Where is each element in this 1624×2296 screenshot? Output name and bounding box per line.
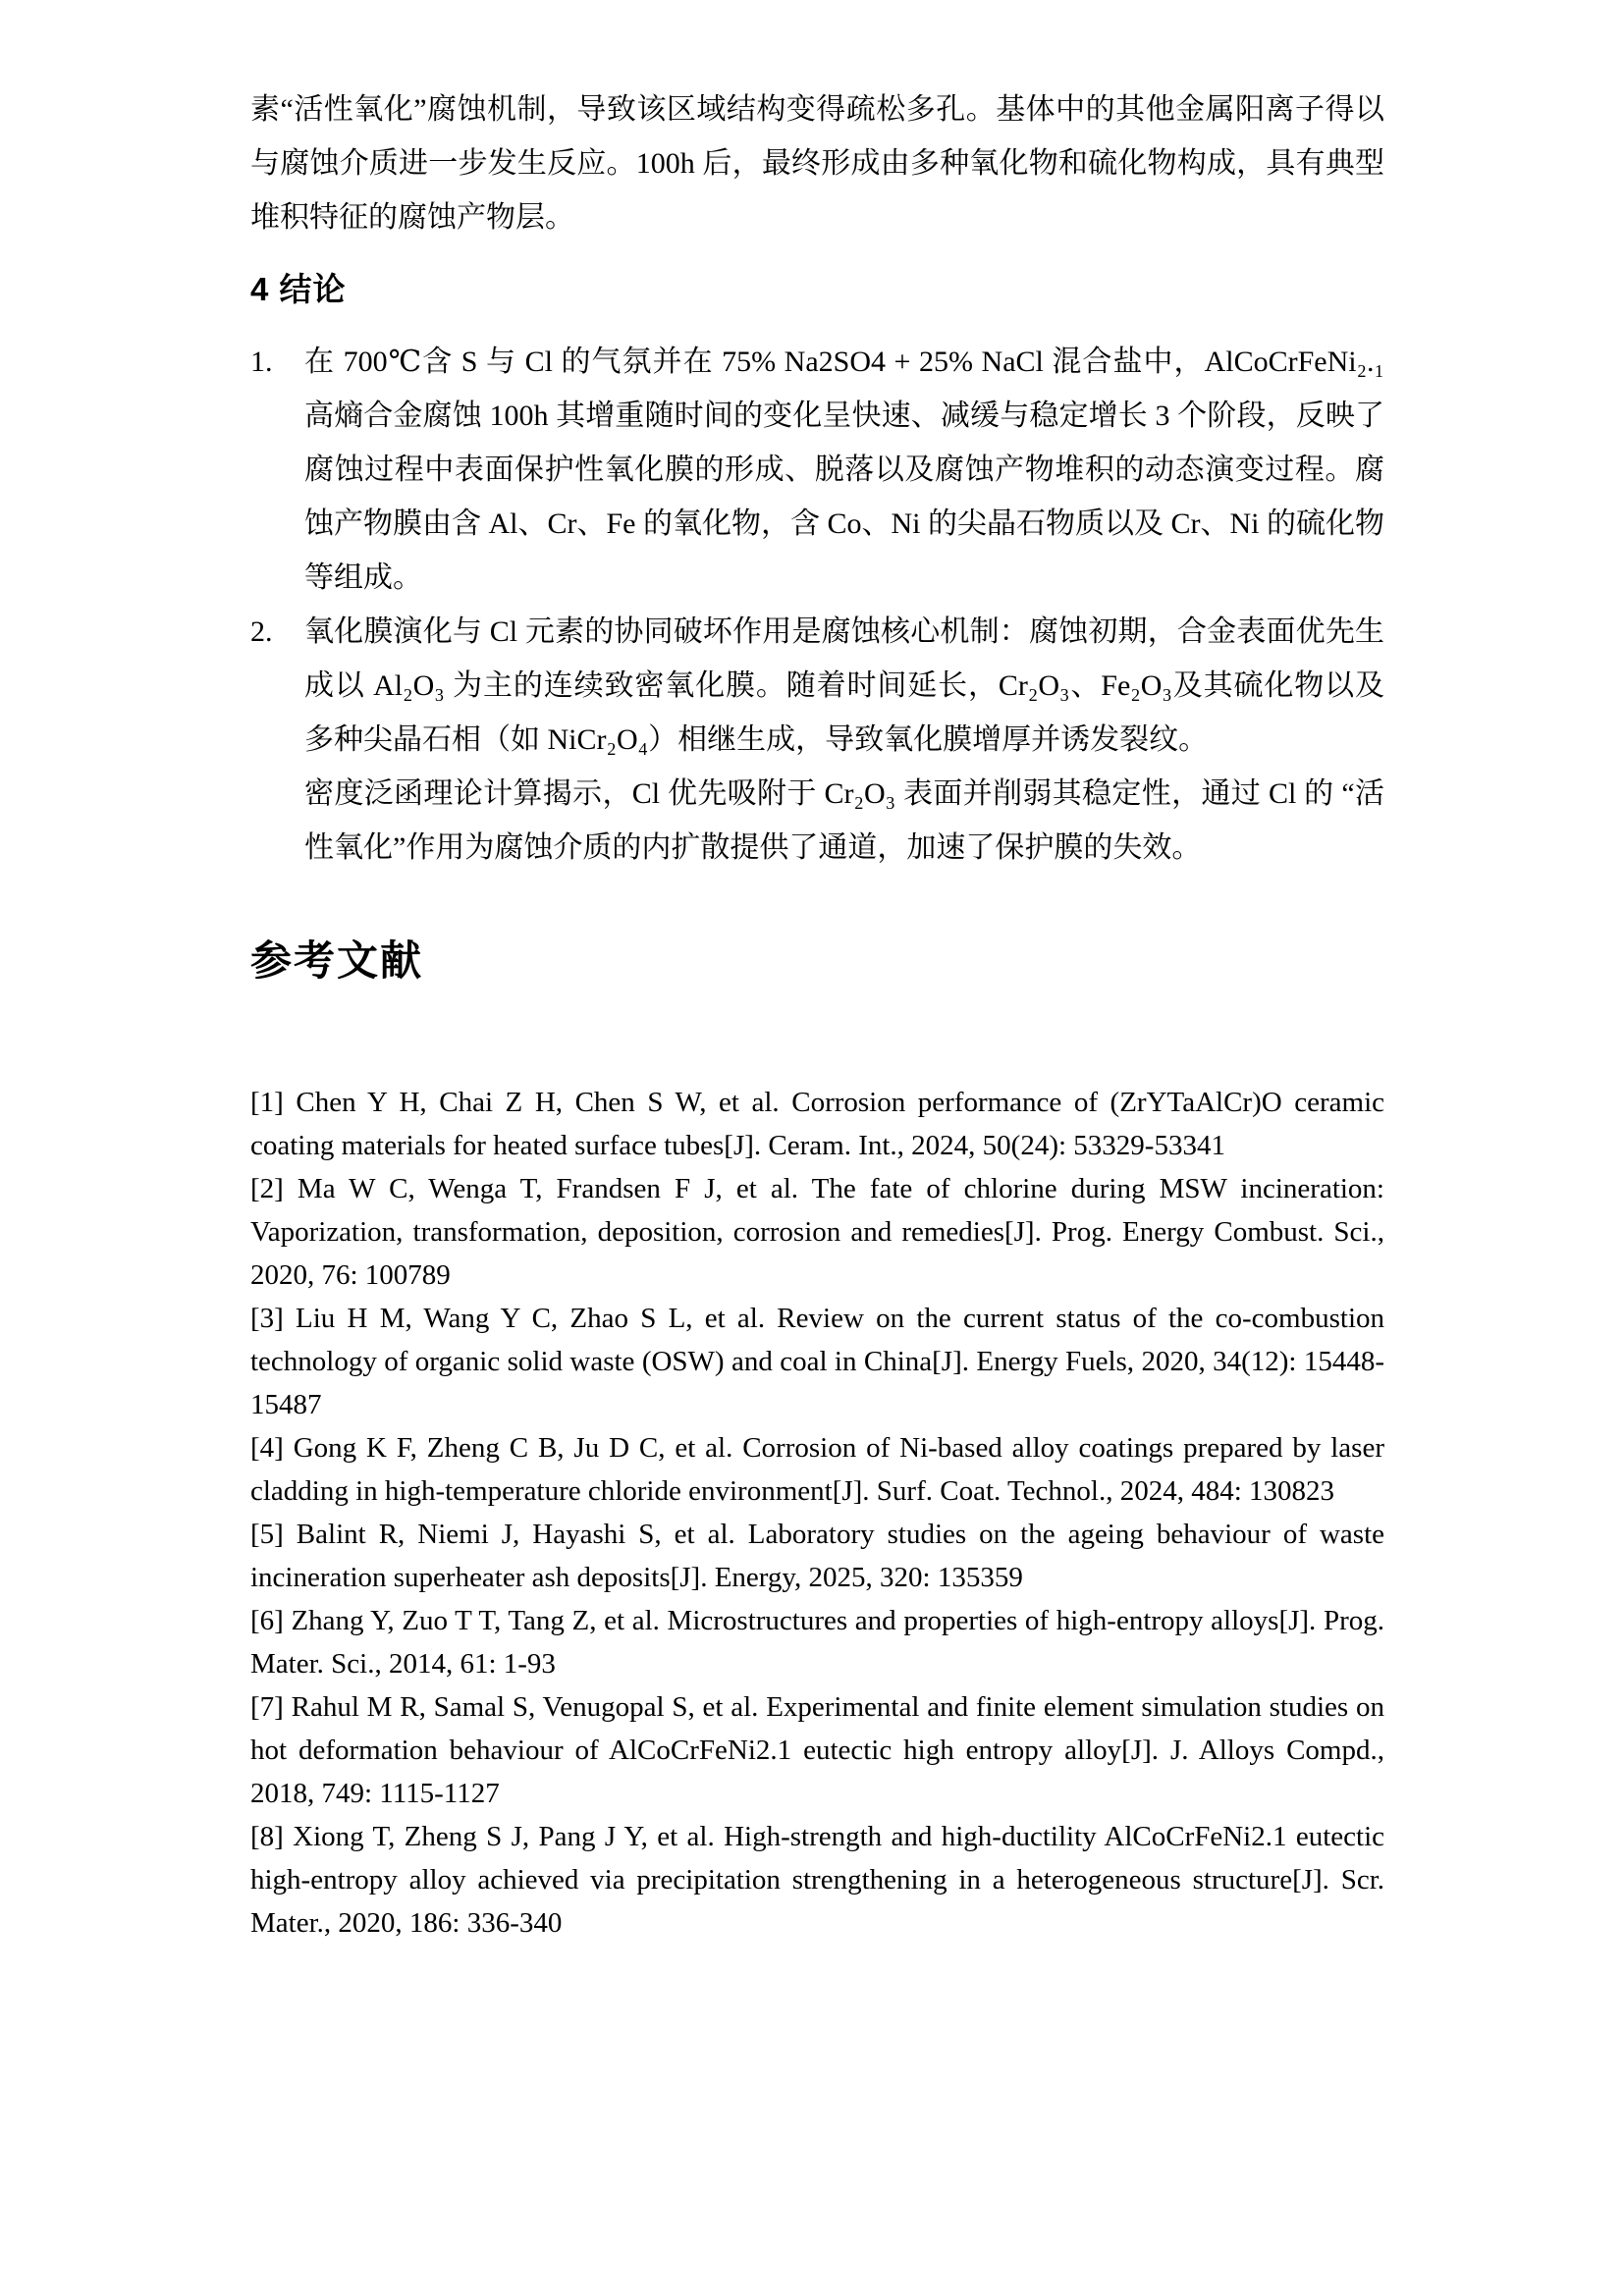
conclusion-item-2	[250, 605, 1384, 875]
reference-entry-8: [8] Xiong T, Zheng S J, Pang J Y, et al. High-strength and high-ductility AlCoCrFeNi2.1 eutectic high-entropy alloy achieved via precipitation strengthening in a heterogeneous structure[J]. Scr. Mater., 2020, 186: 336-340	[250, 1821, 1384, 1939]
reference-entry-7: [7] Rahul M R, Samal S, Venugopal S, et al. Experimental and finite element simulation studies on hot deformation behaviour of AlCoCrFeNi2.1 eutectic high entropy alloy[J]. J. Alloys Compd., 2018, 749: 1115-1127	[250, 1691, 1384, 1809]
conclusion-item-1	[250, 335, 1384, 605]
conclusion-item-2-marker: 2.	[250, 615, 273, 648]
conclusion-item-2-note: 密度泛函理论计算揭示，Cl 优先吸附于 Cr₂O₃ 表面并削弱其稳定性，通过 Cl 的 “活性氧化”作用为腐蚀介质的内扩散提供了通道，加速了保护膜的失效。	[304, 777, 1384, 864]
reference-entry-5: [5] Balint R, Niemi J, Hayashi S, et al. Laboratory studies on the ageing behaviour of waste incineration superheater ash deposits[J]. Energy, 2025, 320: 135359	[250, 1519, 1384, 1593]
reference-entry-2: [2] Ma W C, Wenga T, Frandsen F J, et al. The fate of chlorine during MSW incineration: Vaporization, transformation, deposition, corrosion and remedies[J]. Prog. Energy Combust. Sci., 2020, 76: 100789	[250, 1173, 1384, 1291]
reference-entry-6: [6] Zhang Y, Zuo T T, Tang Z, et al. Microstructures and properties of high-entropy alloys[J]. Prog. Mater. Sci., 2014, 61: 1-93	[250, 1605, 1384, 1680]
conclusion-item-2-text: 氧化膜演化与 Cl 元素的协同破坏作用是腐蚀核心机制：腐蚀初期，合金表面优先生成以 Al₂O₃ 为主的连续致密氧化膜。随着时间延长，Cr₂O₃、Fe₂O₃及其硫化物以及多种尖晶石相（如 NiCr₂O₄）相继生成，导致氧化膜增厚并诱发裂纹。	[304, 615, 1384, 756]
conclusion-list	[250, 335, 1384, 875]
conclusion-item-1-text: 在 700℃含 S 与 Cl 的气氛并在 75% Na2SO4 + 25% NaCl 混合盐中，AlCoCrFeNi₂.₁ 高熵合金腐蚀 100h 其增重随时间的变化呈快速、减缓与稳定增长 3 个阶段，反映了腐蚀过程中表面保护性氧化膜的形成、脱落以及腐蚀产物堆积的动态演变过程。腐蚀产物膜由含 Al、Cr、Fe 的氧化物，含 Co、Ni 的尖晶石物质以及 Cr、Ni 的硫化物等组成。	[304, 346, 1385, 594]
reference-entry-4: [4] Gong K F, Zheng C B, Ju D C, et al. Corrosion of Ni-based alloy coatings prepared by laser cladding in high-temperature chloride environment[J]. Surf. Coat. Technol., 2024, 484: 130823	[250, 1432, 1384, 1507]
lead-paragraph: 素“活性氧化”腐蚀机制，导致该区域结构变得疏松多孔。基体中的其他金属阳离子得以与腐蚀介质进一步发生反应。100h 后，最终形成由多种氧化物和硫化物构成，具有典型堆积特征的腐蚀产物层。	[250, 93, 1384, 234]
reference-entry-1: [1] Chen Y H, Chai Z H, Chen S W, et al. Corrosion performance of (ZrYTaAlCr)O ceramic coating materials for heated surface tubes[J]. Ceram. Int., 2024, 50(24): 53329-53341	[250, 1087, 1384, 1161]
conclusion-section-heading: 4 结论	[250, 271, 347, 307]
conclusion-item-1-marker: 1.	[250, 346, 273, 378]
page-content	[250, 0, 1384, 1945]
references-list	[250, 1081, 1384, 1945]
reference-entry-3: [3] Liu H M, Wang Y C, Zhao S L, et al. Review on the current status of the co-combustion technology of organic solid waste (OSW) and coal in China[J]. Energy Fuels, 2020, 34(12): 15448-15487	[250, 1303, 1384, 1420]
references-section-heading: 参考文献	[250, 937, 424, 984]
